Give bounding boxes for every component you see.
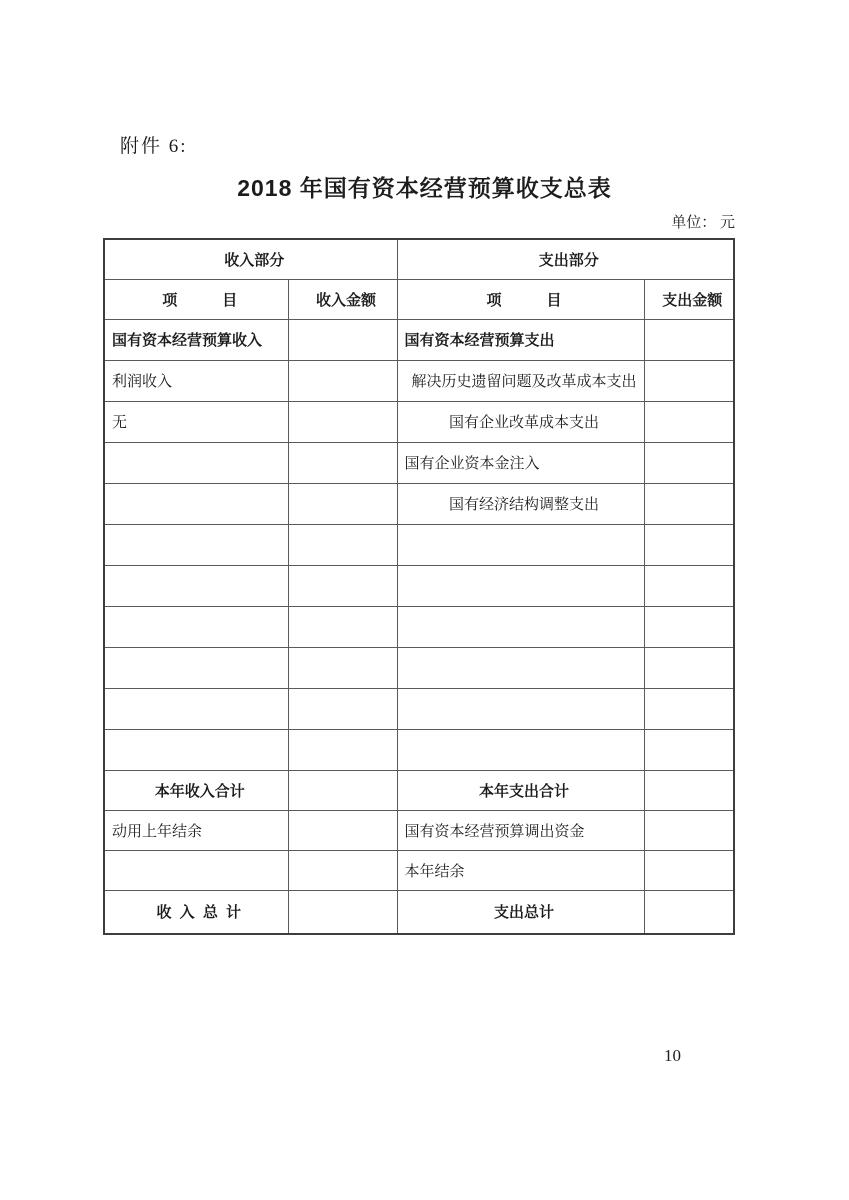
income-item-cell xyxy=(104,565,288,606)
expense-item-cell: 国有资本经营预算调出资金 xyxy=(397,810,644,850)
expense-amount-column-header: 支出金额 xyxy=(644,279,734,319)
table-row xyxy=(104,688,734,729)
income-amount-cell xyxy=(288,319,397,360)
expense-amount-cell xyxy=(644,729,734,770)
income-item-cell xyxy=(104,442,288,483)
table-total-row xyxy=(104,890,734,934)
table-section-header-row xyxy=(104,239,734,279)
expense-item-cell: 国有企业改革成本支出 xyxy=(397,401,644,442)
income-amount-cell xyxy=(288,850,397,890)
expense-section-header: 支出部分 xyxy=(397,239,734,279)
income-item-cell xyxy=(104,647,288,688)
expense-amount-cell xyxy=(644,688,734,729)
income-section-header: 收入部分 xyxy=(104,239,397,279)
income-item-cell: 本年收入合计 xyxy=(104,770,288,810)
table-row xyxy=(104,524,734,565)
income-item-column-header: 项 目 xyxy=(104,279,288,319)
attachment-label: 附件 6: xyxy=(120,136,188,157)
table-row xyxy=(104,401,734,442)
table-subtotal-row xyxy=(104,770,734,810)
table-row xyxy=(104,606,734,647)
income-amount-column-header: 收入金额 xyxy=(288,279,397,319)
income-amount-cell xyxy=(288,770,397,810)
income-item-cell xyxy=(104,729,288,770)
table-column-header-row xyxy=(104,279,734,319)
page-title: 2018 年国有资本经营预算收支总表 xyxy=(237,175,612,201)
expense-amount-cell xyxy=(644,442,734,483)
page-number: 10 xyxy=(664,1046,681,1065)
expense-item-cell: 国有资本经营预算支出 xyxy=(397,319,644,360)
expense-amount-cell xyxy=(644,565,734,606)
expense-item-cell: 国有经济结构调整支出 xyxy=(397,483,644,524)
income-amount-cell xyxy=(288,524,397,565)
expense-item-cell: 本年支出合计 xyxy=(397,770,644,810)
income-item-cell: 利润收入 xyxy=(104,360,288,401)
expense-item-cell xyxy=(397,524,644,565)
income-item-cell: 无 xyxy=(104,401,288,442)
income-amount-cell xyxy=(288,401,397,442)
income-amount-cell xyxy=(288,483,397,524)
income-item-cell xyxy=(104,688,288,729)
expense-amount-cell xyxy=(644,810,734,850)
income-amount-cell xyxy=(288,647,397,688)
income-item-cell xyxy=(104,606,288,647)
expense-amount-cell xyxy=(644,483,734,524)
budget-table xyxy=(103,238,735,935)
income-amount-cell xyxy=(288,688,397,729)
income-item-cell: 动用上年结余 xyxy=(104,810,288,850)
unit-label: 单位： 元 xyxy=(671,215,735,231)
expense-amount-cell xyxy=(644,401,734,442)
table-row xyxy=(104,442,734,483)
table-row xyxy=(104,729,734,770)
expense-item-cell xyxy=(397,729,644,770)
income-item-cell xyxy=(104,850,288,890)
table-row xyxy=(104,647,734,688)
income-amount-cell xyxy=(288,729,397,770)
expense-item-cell: 本年结余 xyxy=(397,850,644,890)
income-item-cell xyxy=(104,524,288,565)
expense-amount-cell xyxy=(644,319,734,360)
income-item-cell: 国有资本经营预算收入 xyxy=(104,319,288,360)
income-item-cell: 收 入 总 计 xyxy=(104,890,288,934)
expense-amount-cell xyxy=(644,770,734,810)
table-row xyxy=(104,565,734,606)
expense-amount-cell xyxy=(644,606,734,647)
table-row xyxy=(104,360,734,401)
expense-item-column-header: 项 目 xyxy=(397,279,644,319)
expense-item-cell xyxy=(397,647,644,688)
expense-item-cell xyxy=(397,606,644,647)
expense-amount-cell xyxy=(644,524,734,565)
table-row xyxy=(104,319,734,360)
expense-item-cell: 解决历史遗留问题及改革成本支出 xyxy=(397,360,644,401)
income-amount-cell xyxy=(288,360,397,401)
expense-item-cell: 支出总计 xyxy=(397,890,644,934)
income-item-cell xyxy=(104,483,288,524)
income-amount-cell xyxy=(288,810,397,850)
expense-amount-cell xyxy=(644,360,734,401)
expense-amount-cell xyxy=(644,647,734,688)
expense-item-cell: 国有企业资本金注入 xyxy=(397,442,644,483)
income-amount-cell xyxy=(288,442,397,483)
expense-item-cell xyxy=(397,565,644,606)
table-row xyxy=(104,810,734,850)
expense-amount-cell xyxy=(644,850,734,890)
table-row xyxy=(104,850,734,890)
expense-item-cell xyxy=(397,688,644,729)
income-amount-cell xyxy=(288,565,397,606)
expense-amount-cell xyxy=(644,890,734,934)
table-row xyxy=(104,483,734,524)
income-amount-cell xyxy=(288,890,397,934)
income-amount-cell xyxy=(288,606,397,647)
